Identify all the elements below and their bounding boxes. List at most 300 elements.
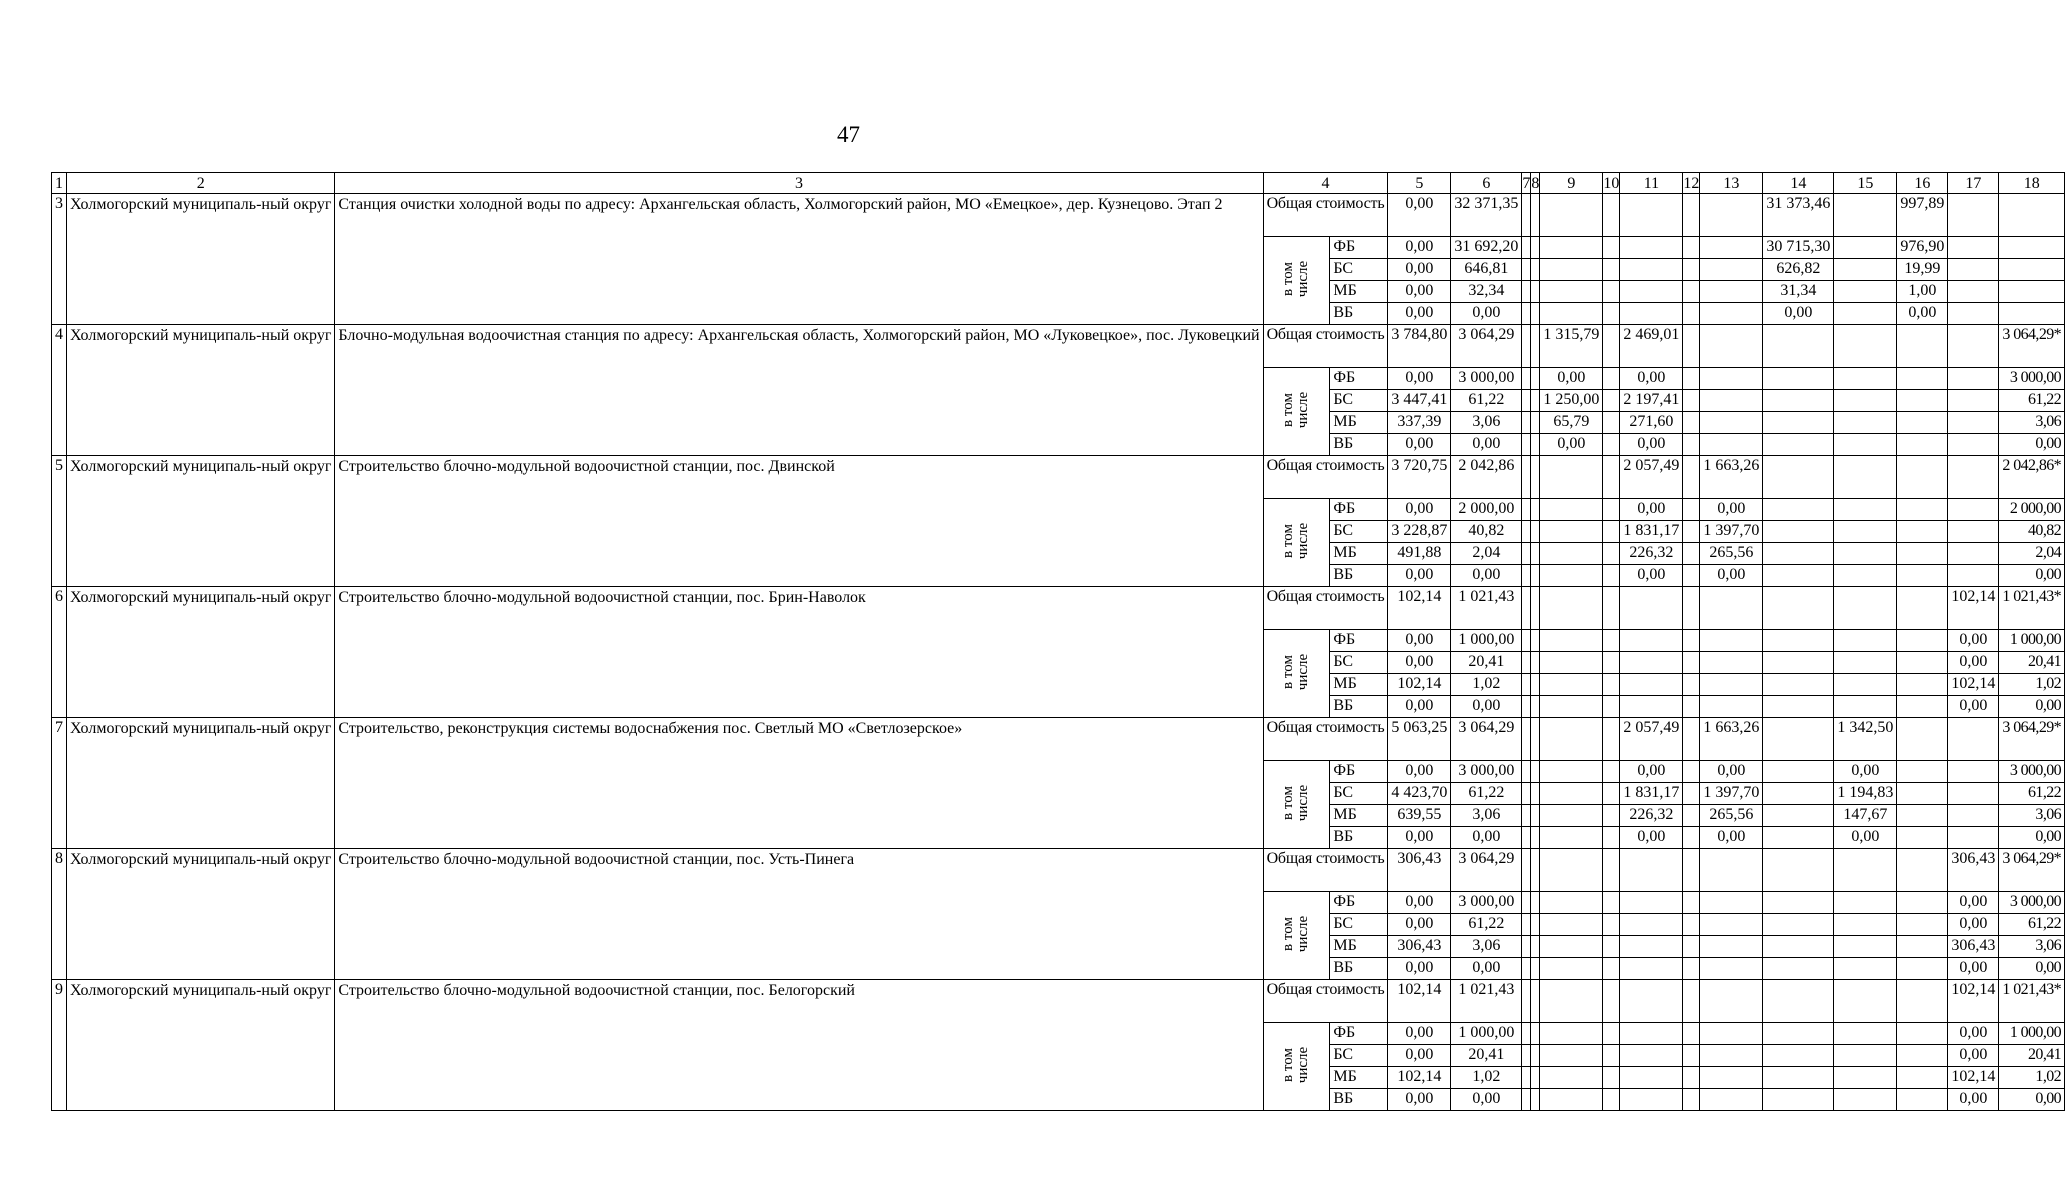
value-cell: 0,00	[1700, 499, 1763, 521]
value-cell	[1522, 259, 1531, 281]
value-cell: 0,00	[1388, 368, 1451, 390]
column-number-header: 16	[1897, 173, 1948, 194]
value-cell	[1531, 565, 1540, 587]
value-cell	[1763, 1089, 1834, 1111]
value-cell	[1999, 259, 2065, 281]
value-cell	[1897, 1045, 1948, 1067]
value-cell: 0,00	[1834, 761, 1897, 783]
value-cell	[1540, 237, 1603, 259]
value-cell	[1540, 805, 1603, 827]
value-cell: 1 021,43	[1451, 980, 1522, 1023]
value-cell	[1531, 303, 1540, 325]
value-cell	[1683, 696, 1700, 718]
value-cell	[1834, 892, 1897, 914]
value-cell: 1,02	[1999, 674, 2065, 696]
value-cell	[1683, 281, 1700, 303]
value-cell	[1834, 696, 1897, 718]
value-cell	[1522, 1089, 1531, 1111]
value-cell	[1683, 1045, 1700, 1067]
including-label-line2: числе	[1295, 915, 1312, 953]
value-cell: 102,14	[1388, 1067, 1451, 1089]
value-cell	[1603, 696, 1620, 718]
municipality-cell: Холмогорский муниципаль-ный округ	[67, 849, 335, 980]
value-cell: 61,22	[1999, 914, 2065, 936]
value-cell	[1531, 805, 1540, 827]
value-cell	[1603, 1045, 1620, 1067]
value-cell	[1603, 914, 1620, 936]
value-cell	[1540, 674, 1603, 696]
funding-source-label: МБ	[1330, 936, 1388, 958]
value-cell	[1603, 936, 1620, 958]
value-cell	[1522, 456, 1531, 499]
value-cell	[1620, 674, 1683, 696]
value-cell: 0,00	[1948, 630, 1999, 652]
value-cell: 61,22	[1999, 390, 2065, 412]
value-cell	[1620, 849, 1683, 892]
value-cell	[1763, 696, 1834, 718]
value-cell: 3 064,29*	[1999, 325, 2065, 368]
value-cell	[1531, 849, 1540, 892]
value-cell: 2 057,49	[1620, 718, 1683, 761]
value-cell	[1763, 652, 1834, 674]
table-row	[52, 194, 2065, 237]
value-cell	[1603, 1023, 1620, 1045]
value-cell	[1763, 1023, 1834, 1045]
including-label-line2: числе	[1295, 260, 1312, 298]
value-cell: 3,06	[1999, 805, 2065, 827]
value-cell	[1948, 325, 1999, 368]
value-cell	[1763, 958, 1834, 980]
value-cell	[1683, 303, 1700, 325]
value-cell	[1540, 543, 1603, 565]
including-label-line1: в том	[1280, 1048, 1297, 1082]
value-cell	[1897, 674, 1948, 696]
value-cell: 1 250,00	[1540, 390, 1603, 412]
value-cell: 3 000,00	[1451, 892, 1522, 914]
value-cell: 0,00	[1948, 1023, 1999, 1045]
value-cell	[1683, 914, 1700, 936]
value-cell	[1522, 368, 1531, 390]
value-cell	[1620, 936, 1683, 958]
value-cell	[1834, 281, 1897, 303]
including-label-line2: числе	[1295, 1046, 1312, 1084]
financing-table	[51, 172, 2065, 1111]
table-row	[52, 456, 2065, 499]
value-cell: 3 064,29	[1451, 325, 1522, 368]
value-cell: 491,88	[1388, 543, 1451, 565]
value-cell	[1603, 958, 1620, 980]
value-cell: 0,00	[1620, 565, 1683, 587]
value-cell	[1834, 587, 1897, 630]
value-cell	[1620, 1045, 1683, 1067]
funding-source-label: МБ	[1330, 281, 1388, 303]
funding-source-label: ВБ	[1330, 565, 1388, 587]
value-cell	[1683, 456, 1700, 499]
value-cell	[1897, 434, 1948, 456]
value-cell: 1 021,43*	[1999, 587, 2065, 630]
including-label	[1263, 499, 1330, 587]
including-label-line2: числе	[1295, 653, 1312, 691]
value-cell	[1540, 1089, 1603, 1111]
value-cell: 102,14	[1388, 587, 1451, 630]
value-cell	[1700, 958, 1763, 980]
column-number-header: 8	[1531, 174, 1540, 192]
value-cell: 3 064,29	[1451, 718, 1522, 761]
value-cell	[1834, 259, 1897, 281]
value-cell	[1531, 543, 1540, 565]
value-cell	[1834, 303, 1897, 325]
header-row	[52, 173, 2065, 194]
value-cell	[1700, 434, 1763, 456]
value-cell	[1763, 390, 1834, 412]
value-cell	[1700, 1067, 1763, 1089]
column-number-header: 2	[67, 173, 335, 194]
value-cell: 1 000,00	[1999, 1023, 2065, 1045]
value-cell	[1683, 761, 1700, 783]
table-row	[52, 980, 2065, 1023]
value-cell	[1620, 652, 1683, 674]
value-cell: 0,00	[1388, 565, 1451, 587]
value-cell	[1700, 368, 1763, 390]
value-cell: 3,06	[1451, 805, 1522, 827]
including-label	[1263, 761, 1330, 849]
value-cell	[1540, 303, 1603, 325]
value-cell	[1531, 434, 1540, 456]
funding-source-label: МБ	[1330, 674, 1388, 696]
value-cell	[1683, 587, 1700, 630]
value-cell	[1540, 980, 1603, 1023]
funding-source-label: ВБ	[1330, 434, 1388, 456]
municipality-cell: Холмогорский муниципаль-ный округ	[67, 194, 335, 325]
value-cell	[1763, 1067, 1834, 1089]
value-cell	[1897, 630, 1948, 652]
value-cell	[1603, 325, 1620, 368]
value-cell	[1522, 434, 1531, 456]
value-cell	[1897, 456, 1948, 499]
value-cell: 646,81	[1451, 259, 1522, 281]
value-cell	[1540, 936, 1603, 958]
including-label	[1263, 368, 1330, 456]
value-cell	[1834, 958, 1897, 980]
value-cell: 0,00	[1999, 958, 2065, 980]
object-name-cell: Станция очистки холодной воды по адресу: Архангельская область, Холмогорский район, МО «Емецкое», дер. Кузнецово. Этап 2	[335, 194, 1263, 325]
value-cell: 0,00	[1388, 958, 1451, 980]
value-cell	[1834, 914, 1897, 936]
value-cell: 2 000,00	[1451, 499, 1522, 521]
value-cell	[1540, 587, 1603, 630]
value-cell: 0,00	[1999, 565, 2065, 587]
funding-source-label: БС	[1330, 783, 1388, 805]
value-cell	[1522, 565, 1531, 587]
value-cell	[1683, 390, 1700, 412]
value-cell	[1683, 849, 1700, 892]
page-number: 47	[837, 122, 860, 147]
value-cell	[1834, 652, 1897, 674]
value-cell	[1948, 783, 1999, 805]
value-cell: 4 423,70	[1388, 783, 1451, 805]
value-cell	[1540, 892, 1603, 914]
value-cell	[1834, 325, 1897, 368]
value-cell	[1531, 936, 1540, 958]
value-cell: 0,00	[1388, 259, 1451, 281]
value-cell: 3 064,29*	[1999, 849, 2065, 892]
value-cell	[1897, 368, 1948, 390]
value-cell	[1522, 914, 1531, 936]
value-cell: 306,43	[1388, 936, 1451, 958]
value-cell	[1603, 783, 1620, 805]
value-cell: 0,00	[1388, 281, 1451, 303]
value-cell	[1834, 980, 1897, 1023]
value-cell	[1540, 958, 1603, 980]
value-cell	[1522, 281, 1531, 303]
value-cell	[1522, 652, 1531, 674]
table-row	[52, 587, 2065, 630]
value-cell: 626,82	[1763, 259, 1834, 281]
value-cell	[1834, 521, 1897, 543]
value-cell	[1522, 194, 1531, 237]
value-cell: 1 342,50	[1834, 718, 1897, 761]
municipality-cell: Холмогорский муниципаль-ный округ	[67, 325, 335, 456]
row-number: 3	[52, 194, 67, 325]
value-cell	[1522, 783, 1531, 805]
value-cell	[1683, 892, 1700, 914]
value-cell	[1948, 434, 1999, 456]
value-cell: 102,14	[1948, 674, 1999, 696]
column-number-header: 7	[1522, 174, 1531, 192]
value-cell: 30 715,30	[1763, 237, 1834, 259]
object-name-cell: Строительство, реконструкция системы водоснабжения пос. Светлый МО «Светлозерское»	[335, 718, 1263, 849]
value-cell: 3 000,00	[1999, 761, 2065, 783]
value-cell: 1 397,70	[1700, 783, 1763, 805]
value-cell	[1522, 390, 1531, 412]
funding-source-label: БС	[1330, 652, 1388, 674]
value-cell	[1834, 565, 1897, 587]
value-cell	[1897, 936, 1948, 958]
column-number-header: 1	[52, 173, 67, 194]
value-cell	[1834, 849, 1897, 892]
value-cell	[1531, 237, 1540, 259]
value-cell: 0,00	[1451, 434, 1522, 456]
value-cell: 0,00	[1763, 303, 1834, 325]
municipality-cell: Холмогорский муниципаль-ный округ	[67, 980, 335, 1111]
value-cell	[1522, 1045, 1531, 1067]
column-number-header: 3	[335, 173, 1263, 194]
value-cell	[1897, 958, 1948, 980]
value-cell	[1540, 1023, 1603, 1045]
value-cell	[1897, 892, 1948, 914]
value-cell	[1540, 914, 1603, 936]
value-cell	[1763, 783, 1834, 805]
object-name-cell: Строительство блочно-модульной водоочистной станции, пос. Белогорский	[335, 980, 1263, 1111]
value-cell	[1603, 892, 1620, 914]
value-cell: 61,22	[1451, 914, 1522, 936]
value-cell: 226,32	[1620, 543, 1683, 565]
value-cell	[1522, 543, 1531, 565]
value-cell: 306,43	[1388, 849, 1451, 892]
value-cell	[1948, 805, 1999, 827]
value-cell: 0,00	[1388, 696, 1451, 718]
value-cell	[1540, 194, 1603, 237]
municipality-cell: Холмогорский муниципаль-ный округ	[67, 587, 335, 718]
total-cost-label: Общая стоимость	[1263, 325, 1388, 368]
funding-source-label: ФБ	[1330, 892, 1388, 914]
value-cell: 0,00	[1388, 1023, 1451, 1045]
value-cell: 0,00	[1700, 565, 1763, 587]
value-cell	[1531, 718, 1540, 761]
value-cell	[1763, 456, 1834, 499]
value-cell: 3 000,00	[1451, 368, 1522, 390]
value-cell: 997,89	[1897, 194, 1948, 237]
value-cell	[1897, 980, 1948, 1023]
value-cell	[1683, 936, 1700, 958]
value-cell	[1683, 1023, 1700, 1045]
value-cell	[1834, 412, 1897, 434]
value-cell	[1683, 718, 1700, 761]
value-cell	[1603, 194, 1620, 237]
value-cell	[1763, 674, 1834, 696]
value-cell	[1999, 237, 2065, 259]
value-cell	[1603, 499, 1620, 521]
value-cell: 61,22	[1999, 783, 2065, 805]
value-cell	[1948, 390, 1999, 412]
value-cell	[1540, 281, 1603, 303]
value-cell	[1834, 543, 1897, 565]
value-cell	[1834, 456, 1897, 499]
value-cell	[1531, 914, 1540, 936]
funding-source-label: ФБ	[1330, 237, 1388, 259]
value-cell	[1522, 499, 1531, 521]
value-cell: 102,14	[1948, 1067, 1999, 1089]
value-cell	[1522, 958, 1531, 980]
value-cell	[1763, 827, 1834, 849]
value-cell: 0,00	[1620, 434, 1683, 456]
funding-source-label: БС	[1330, 521, 1388, 543]
value-cell	[1540, 456, 1603, 499]
value-cell	[1620, 259, 1683, 281]
value-cell	[1531, 456, 1540, 499]
value-cell: 0,00	[1999, 434, 2065, 456]
value-cell: 0,00	[1999, 1089, 2065, 1111]
value-cell	[1897, 390, 1948, 412]
value-cell	[1603, 1089, 1620, 1111]
value-cell: 2 000,00	[1999, 499, 2065, 521]
value-cell	[1999, 303, 2065, 325]
funding-source-label: ВБ	[1330, 958, 1388, 980]
value-cell	[1531, 499, 1540, 521]
value-cell: 0,00	[1388, 892, 1451, 914]
value-cell: 306,43	[1948, 849, 1999, 892]
value-cell	[1683, 1089, 1700, 1111]
value-cell	[1683, 783, 1700, 805]
value-cell	[1620, 587, 1683, 630]
value-cell	[1763, 565, 1834, 587]
column-number-header: 6	[1451, 173, 1522, 194]
value-cell: 0,00	[1948, 652, 1999, 674]
funding-source-label: ФБ	[1330, 761, 1388, 783]
value-cell	[1603, 259, 1620, 281]
value-cell: 20,41	[1451, 1045, 1522, 1067]
value-cell	[1700, 849, 1763, 892]
value-cell: 1,02	[1451, 674, 1522, 696]
value-cell	[1620, 892, 1683, 914]
column-number-header: 5	[1388, 173, 1451, 194]
value-cell	[1897, 587, 1948, 630]
value-cell	[1683, 827, 1700, 849]
value-cell	[1834, 499, 1897, 521]
value-cell	[1683, 543, 1700, 565]
value-cell	[1897, 783, 1948, 805]
value-cell	[1522, 696, 1531, 718]
value-cell	[1531, 368, 1540, 390]
value-cell: 0,00	[1388, 1045, 1451, 1067]
value-cell: 0,00	[1388, 434, 1451, 456]
row-number: 5	[52, 456, 67, 587]
value-cell	[1897, 1067, 1948, 1089]
value-cell: 0,00	[1620, 761, 1683, 783]
funding-source-label: ВБ	[1330, 696, 1388, 718]
column-number-header: 10	[1603, 174, 1620, 192]
including-label-line1: в том	[1280, 262, 1297, 296]
value-cell	[1603, 390, 1620, 412]
value-cell: 0,00	[1388, 914, 1451, 936]
value-cell	[1603, 237, 1620, 259]
value-cell: 0,00	[1451, 696, 1522, 718]
value-cell	[1763, 412, 1834, 434]
value-cell	[1834, 194, 1897, 237]
funding-source-label: БС	[1330, 390, 1388, 412]
value-cell	[1700, 281, 1763, 303]
column-number-header: 18	[1999, 173, 2065, 194]
value-cell	[1763, 980, 1834, 1023]
value-cell	[1897, 325, 1948, 368]
value-cell: 1,00	[1897, 281, 1948, 303]
value-cell: 3,06	[1999, 936, 2065, 958]
value-cell: 1 663,26	[1700, 456, 1763, 499]
value-cell	[1897, 565, 1948, 587]
value-cell	[1531, 390, 1540, 412]
value-cell	[1700, 259, 1763, 281]
total-cost-label: Общая стоимость	[1263, 194, 1388, 237]
value-cell	[1683, 1067, 1700, 1089]
funding-source-label: МБ	[1330, 543, 1388, 565]
value-cell	[1620, 1089, 1683, 1111]
value-cell: 306,43	[1948, 936, 1999, 958]
value-cell: 3,06	[1451, 936, 1522, 958]
value-cell	[1603, 456, 1620, 499]
value-cell: 1 000,00	[1451, 1023, 1522, 1045]
total-cost-label: Общая стоимость	[1263, 587, 1388, 630]
value-cell	[1603, 412, 1620, 434]
value-cell	[1683, 325, 1700, 368]
value-cell	[1540, 827, 1603, 849]
value-cell: 265,56	[1700, 543, 1763, 565]
value-cell: 0,00	[1540, 368, 1603, 390]
value-cell: 0,00	[1388, 499, 1451, 521]
value-cell	[1897, 412, 1948, 434]
value-cell	[1834, 1023, 1897, 1045]
table-row	[52, 849, 2065, 892]
value-cell	[1700, 325, 1763, 368]
value-cell	[1531, 652, 1540, 674]
total-cost-label: Общая стоимость	[1263, 718, 1388, 761]
value-cell: 3 784,80	[1388, 325, 1451, 368]
value-cell	[1603, 368, 1620, 390]
value-cell	[1540, 521, 1603, 543]
total-cost-label: Общая стоимость	[1263, 849, 1388, 892]
funding-source-label: ФБ	[1330, 368, 1388, 390]
value-cell: 3 447,41	[1388, 390, 1451, 412]
value-cell: 0,00	[1388, 761, 1451, 783]
